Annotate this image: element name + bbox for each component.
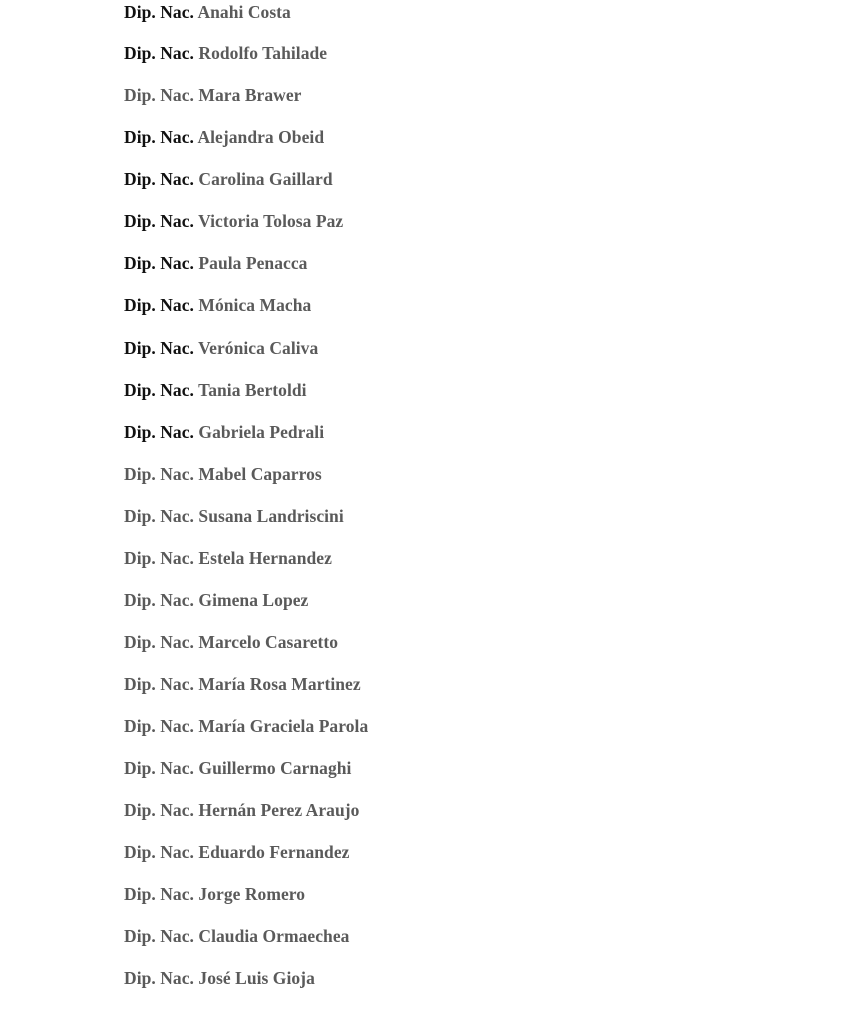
list-item [124, 630, 338, 654]
entry-name: Carolina Gaillard [198, 169, 333, 189]
entry-prefix: Dip. Nac. [124, 2, 194, 22]
list-item [124, 462, 322, 486]
entry-name: Gimena Lopez [198, 590, 309, 610]
entry-prefix: Dip. Nac. [124, 716, 194, 736]
entry-name: Mónica Macha [198, 295, 312, 315]
entry-prefix: Dip. Nac. [124, 380, 194, 400]
entry-prefix: Dip. Nac. [124, 127, 194, 147]
list-item [124, 966, 315, 990]
list-item [124, 840, 349, 864]
entry-name: Verónica Caliva [198, 338, 319, 358]
list-item [124, 756, 351, 780]
list-item [124, 41, 327, 65]
list-item [124, 83, 301, 107]
list-item [124, 882, 305, 906]
entry-name: Paula Penacca [198, 253, 308, 273]
entry-prefix: Dip. Nac. [124, 211, 194, 231]
entry-name: Guillermo Carnaghi [198, 758, 352, 778]
list-item [124, 714, 368, 738]
entry-prefix: Dip. Nac. [124, 338, 194, 358]
entry-name: José Luis Gioja [198, 968, 315, 988]
entry-name: Tania Bertoldi [198, 380, 307, 400]
entry-prefix: Dip. Nac. [124, 506, 194, 526]
list-item [124, 588, 308, 612]
list-item [124, 293, 311, 317]
list-item [124, 336, 318, 360]
entry-name: Victoria Tolosa Paz [198, 211, 344, 231]
entry-name: Jorge Romero [198, 884, 306, 904]
entry-name: Alejandra Obeid [197, 127, 325, 147]
entry-name: Susana Landriscini [198, 506, 344, 526]
entry-name: Anahi Costa [197, 2, 291, 22]
entry-name: María Rosa Martinez [198, 674, 361, 694]
entry-name: Mabel Caparros [198, 464, 322, 484]
entry-name: Rodolfo Tahilade [198, 43, 328, 63]
entry-name: Mara Brawer [198, 85, 302, 105]
entry-prefix: Dip. Nac. [124, 43, 194, 63]
entry-name: Claudia Ormaechea [198, 926, 350, 946]
entry-prefix: Dip. Nac. [124, 632, 194, 652]
entry-prefix: Dip. Nac. [124, 548, 194, 568]
list-item [124, 924, 349, 948]
entry-prefix: Dip. Nac. [124, 800, 194, 820]
entry-prefix: Dip. Nac. [124, 758, 194, 778]
list-item [124, 798, 359, 822]
list-item [124, 378, 307, 402]
entry-prefix: Dip. Nac. [124, 926, 194, 946]
entry-name: María Graciela Parola [198, 716, 369, 736]
list-item [124, 672, 361, 696]
entry-prefix: Dip. Nac. [124, 968, 194, 988]
entry-name: Estela Hernandez [198, 548, 332, 568]
entry-prefix: Dip. Nac. [124, 169, 194, 189]
entry-name: Gabriela Pedrali [198, 422, 325, 442]
list-item [124, 251, 307, 275]
entry-prefix: Dip. Nac. [124, 422, 194, 442]
entry-name: Marcelo Casaretto [198, 632, 339, 652]
list-item [124, 420, 324, 444]
list-item [124, 125, 324, 149]
list-item [124, 167, 333, 191]
entry-prefix: Dip. Nac. [124, 295, 194, 315]
entry-prefix: Dip. Nac. [124, 674, 194, 694]
entry-name: Eduardo Fernandez [198, 842, 350, 862]
list-item [124, 209, 343, 233]
entry-name: Hernán Perez Araujo [198, 800, 360, 820]
entry-prefix: Dip. Nac. [124, 590, 194, 610]
list-item [124, 504, 344, 528]
entry-prefix: Dip. Nac. [124, 464, 194, 484]
entry-prefix: Dip. Nac. [124, 842, 194, 862]
entry-prefix: Dip. Nac. [124, 884, 194, 904]
entry-prefix: Dip. Nac. [124, 85, 194, 105]
entry-prefix: Dip. Nac. [124, 253, 194, 273]
list-item [124, 546, 332, 570]
list-item [124, 0, 291, 24]
